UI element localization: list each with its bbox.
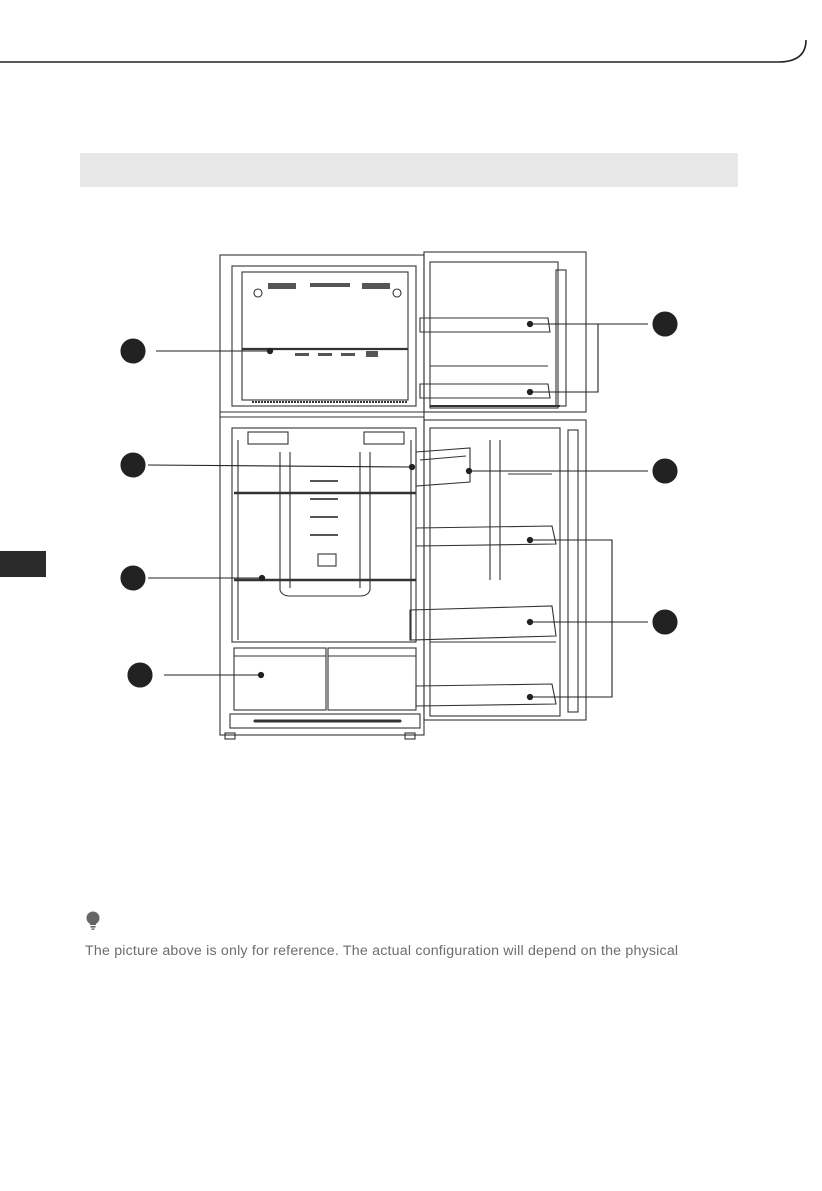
fridge-door <box>424 420 586 720</box>
fridge-door-bin-1 <box>416 526 556 546</box>
fridge-door-bin-3 <box>416 684 556 706</box>
callout-marker-5 <box>653 312 677 336</box>
cabinet-body <box>220 255 424 735</box>
callout-marker-7 <box>653 610 677 634</box>
callout-marker-4 <box>128 663 152 687</box>
callout-marker-6 <box>653 459 677 483</box>
callout-marker-3 <box>121 566 145 590</box>
fridge-door-bin-2 <box>410 606 556 640</box>
lightbulb-icon <box>86 911 100 931</box>
callout-marker-1 <box>121 339 145 363</box>
crisper-drawer-right <box>328 648 416 710</box>
crisper-drawer-left <box>234 648 326 710</box>
callout-marker-2 <box>121 453 145 477</box>
reference-note: The picture above is only for reference. The actual configuration will depend on the physical <box>85 943 679 959</box>
